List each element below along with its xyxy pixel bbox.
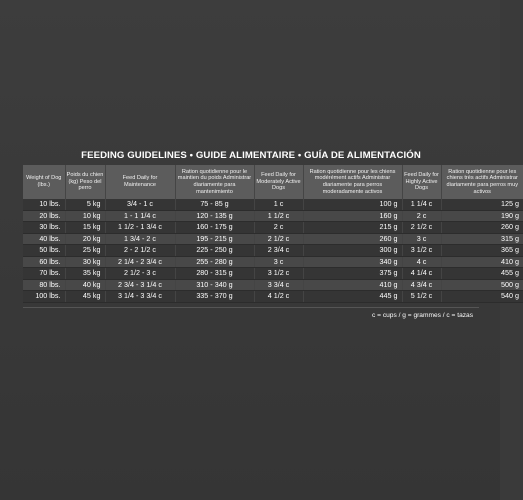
table-row: [23, 279, 523, 291]
table-row: [23, 256, 523, 268]
header-maintenance-cups: Feed Daily for Maintenance: [105, 165, 175, 199]
cell-moderate-cups: 2 1/2 c: [254, 233, 303, 245]
cell-maintenance-cups: 3/4 - 1 c: [105, 199, 175, 210]
cell-weight-lbs: 80 lbs.: [23, 279, 65, 291]
cell-maintenance-cups: 1 - 1 1/4 c: [105, 210, 175, 222]
cell-weight-lbs: 40 lbs.: [23, 233, 65, 245]
cell-maintenance-grams: 255 - 280 g: [175, 256, 254, 268]
cell-moderate-cups: 2 c: [254, 222, 303, 234]
cell-weight-lbs: 10 lbs.: [23, 199, 65, 210]
cell-high-grams: 410 g: [441, 256, 523, 268]
table-row: [23, 245, 523, 257]
cell-weight-kg: 15 kg: [65, 222, 105, 234]
cell-moderate-grams: 100 g: [303, 199, 402, 210]
cell-high-cups: 3 1/2 c: [402, 245, 441, 257]
cell-high-cups: 4 3/4 c: [402, 279, 441, 291]
cell-maintenance-grams: 75 - 85 g: [175, 199, 254, 210]
cell-maintenance-grams: 310 - 340 g: [175, 279, 254, 291]
feeding-guidelines-panel: [23, 150, 519, 324]
cell-weight-kg: 35 kg: [65, 268, 105, 280]
cell-high-grams: 190 g: [441, 210, 523, 222]
cell-maintenance-cups: 2 1/2 - 3 c: [105, 268, 175, 280]
cell-high-cups: 4 c: [402, 256, 441, 268]
cell-maintenance-cups: 3 1/4 - 3 3/4 c: [105, 291, 175, 303]
cell-moderate-cups: 2 3/4 c: [254, 245, 303, 257]
header-weight-lbs: Weight of Dog (lbs.): [23, 165, 65, 199]
feeding-table: [23, 165, 523, 303]
header-moderate-grams: Ration quotidienne pour les chiens modérément actifs Administrar diariamente para perros moderadamente activos: [303, 165, 402, 199]
cell-maintenance-cups: 1 1/2 - 1 3/4 c: [105, 222, 175, 234]
cell-maintenance-cups: 1 3/4 - 2 c: [105, 233, 175, 245]
header-weight-kg: Poids du chien (kg) Peso del perro: [65, 165, 105, 199]
cell-weight-lbs: 50 lbs.: [23, 245, 65, 257]
cell-high-cups: 2 c: [402, 210, 441, 222]
cell-high-grams: 315 g: [441, 233, 523, 245]
header-high-cups: Feed Daily for Highly Active Dogs: [402, 165, 441, 199]
table-body: [23, 199, 523, 302]
table-row: [23, 210, 523, 222]
cell-moderate-cups: 3 1/2 c: [254, 268, 303, 280]
cell-weight-lbs: 20 lbs.: [23, 210, 65, 222]
table-row: [23, 222, 523, 234]
cell-moderate-cups: 3 3/4 c: [254, 279, 303, 291]
header-high-grams: Ration quotidienne pour les chiens très actifs Administrar diariamente para perros muy activos: [441, 165, 523, 199]
cell-weight-kg: 30 kg: [65, 256, 105, 268]
cell-high-cups: 3 c: [402, 233, 441, 245]
cell-moderate-cups: 1 c: [254, 199, 303, 210]
table-header-row: [23, 165, 523, 199]
cell-moderate-grams: 260 g: [303, 233, 402, 245]
cell-moderate-cups: 3 c: [254, 256, 303, 268]
cell-weight-lbs: 30 lbs.: [23, 222, 65, 234]
cell-high-grams: 365 g: [441, 245, 523, 257]
cell-weight-kg: 45 kg: [65, 291, 105, 303]
cell-maintenance-grams: 225 - 250 g: [175, 245, 254, 257]
cell-high-cups: 1 1/4 c: [402, 199, 441, 210]
table-row: [23, 233, 523, 245]
cell-moderate-grams: 160 g: [303, 210, 402, 222]
table-row: [23, 291, 523, 303]
cell-maintenance-grams: 160 - 175 g: [175, 222, 254, 234]
table-row: [23, 268, 523, 280]
cell-high-cups: 5 1/2 c: [402, 291, 441, 303]
table-row: [23, 199, 523, 210]
cell-moderate-grams: 340 g: [303, 256, 402, 268]
cell-maintenance-grams: 195 - 215 g: [175, 233, 254, 245]
cell-moderate-grams: 300 g: [303, 245, 402, 257]
cell-maintenance-cups: 2 1/4 - 2 3/4 c: [105, 256, 175, 268]
cell-weight-lbs: 100 lbs.: [23, 291, 65, 303]
cell-moderate-grams: 215 g: [303, 222, 402, 234]
cell-weight-kg: 25 kg: [65, 245, 105, 257]
units-footnote: c = cups / g = grammes / c = tazas: [23, 307, 479, 324]
cell-maintenance-grams: 280 - 315 g: [175, 268, 254, 280]
cell-high-grams: 500 g: [441, 279, 523, 291]
cell-weight-lbs: 60 lbs.: [23, 256, 65, 268]
cell-high-grams: 455 g: [441, 268, 523, 280]
cell-high-cups: 2 1/2 c: [402, 222, 441, 234]
header-moderate-cups: Feed Daily for Moderately Active Dogs: [254, 165, 303, 199]
cell-weight-kg: 20 kg: [65, 233, 105, 245]
cell-weight-kg: 10 kg: [65, 210, 105, 222]
cell-maintenance-grams: 335 - 370 g: [175, 291, 254, 303]
cell-high-grams: 540 g: [441, 291, 523, 303]
cell-high-cups: 4 1/4 c: [402, 268, 441, 280]
cell-moderate-grams: 445 g: [303, 291, 402, 303]
header-maintenance-grams: Ration quotidienne pour le maintien du poids Administrar diariamente para mantenimiento: [175, 165, 254, 199]
cell-high-grams: 125 g: [441, 199, 523, 210]
cell-maintenance-cups: 2 3/4 - 3 1/4 c: [105, 279, 175, 291]
cell-weight-kg: 5 kg: [65, 199, 105, 210]
cell-moderate-cups: 4 1/2 c: [254, 291, 303, 303]
feeding-guidelines-title: FEEDING GUIDELINES • GUIDE ALIMENTAIRE • GUÍA DE ALIMENTACIÓN: [81, 150, 421, 161]
cell-weight-kg: 40 kg: [65, 279, 105, 291]
cell-moderate-grams: 410 g: [303, 279, 402, 291]
cell-moderate-cups: 1 1/2 c: [254, 210, 303, 222]
cell-high-grams: 260 g: [441, 222, 523, 234]
cell-moderate-grams: 375 g: [303, 268, 402, 280]
cell-maintenance-cups: 2 - 2 1/2 c: [105, 245, 175, 257]
cell-maintenance-grams: 120 - 135 g: [175, 210, 254, 222]
cell-weight-lbs: 70 lbs.: [23, 268, 65, 280]
